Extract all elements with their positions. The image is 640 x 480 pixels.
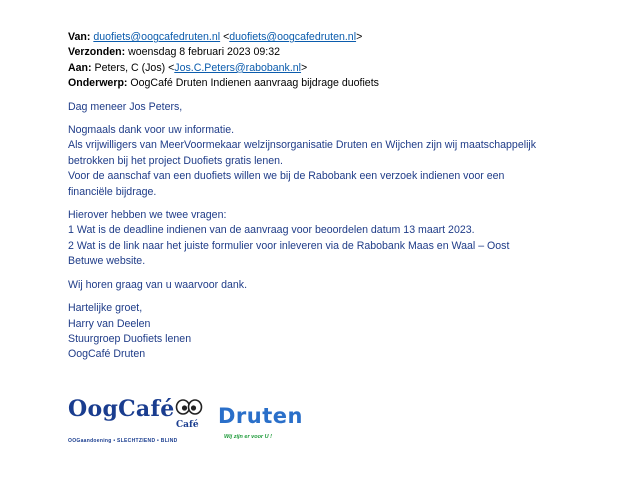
- to-label: Aan:: [68, 61, 92, 74]
- from-email-link[interactable]: duofiets@oogcafedruten.nl: [93, 31, 221, 43]
- subject-line: [68, 76, 628, 91]
- subject-label: Onderwerp:: [68, 77, 128, 90]
- paragraph-3: Wij horen graag van u waarvoor dank.: [68, 278, 248, 291]
- sent-value: woensdag 8 februari 2023 09:32: [128, 46, 281, 59]
- sent-line: [68, 45, 628, 60]
- logo-place: Druten: [218, 404, 303, 428]
- closing-line: Harry van Deelen: [68, 317, 151, 330]
- body-line: 1 Wat is de deadline indienen van de aanvraag voor beoordelen datum 13 maart 2023.: [68, 224, 475, 237]
- body-line: Als vrijwilligers van MeerVoormekaar welzijnsorganisatie Druten en Wijchen zijn wij maatschappelijk: [68, 139, 537, 152]
- logo-tagline: Wij zijn er voor U !: [224, 434, 272, 440]
- to-name: Peters, C (Jos): [94, 61, 166, 74]
- body-line: Nogmaals dank voor uw informatie.: [68, 124, 235, 137]
- paragraph-1: [68, 123, 628, 200]
- body-line: Voor de aanschaf van een duofiets willen we bij de Rabobank een verzoek indienen voor een: [68, 170, 505, 183]
- email-message: [68, 30, 628, 363]
- to-email-link[interactable]: Jos.C.Peters@rabobank.nl: [174, 61, 302, 74]
- body-line: Betuwe website.: [68, 255, 146, 268]
- oogcafe-druten-logo: [68, 396, 308, 448]
- sent-label: Verzonden:: [68, 46, 126, 59]
- logo-cafe-word: Café: [176, 420, 199, 430]
- body-line: Hierover hebben we twee vragen:: [68, 209, 227, 222]
- signature: [68, 301, 628, 363]
- closing-line: Stuurgroep Duofiets lenen: [68, 332, 192, 345]
- from-label: Van:: [68, 31, 91, 43]
- subject-value: OogCafé Druten Indienen aanvraag bijdrage duofiets: [130, 77, 379, 90]
- email-body: [68, 100, 628, 363]
- closing-line: OogCafé Druten: [68, 348, 146, 361]
- closing-line: Hartelijke groet,: [68, 302, 143, 315]
- body-line: 2 Wat is de link naar het juiste formulier voor inleveren via de Rabobank Maas en Waal – Oost: [68, 239, 510, 252]
- to-line: Aan: Peters, C (Jos) <Jos.C.Peters@rabobank.nl>: [68, 61, 308, 74]
- greeting: Dag meneer Jos Peters,: [68, 100, 183, 113]
- logo-title: OogCafé: [68, 396, 175, 422]
- body-line: betrokken bij het project Duofiets gratis lenen.: [68, 154, 283, 167]
- from-line: Van: duofiets@oogcafedruten.nl <duofiets@oogcafedruten.nl>: [68, 31, 363, 43]
- paragraph-2: [68, 208, 628, 270]
- body-line: financiële bijdrage.: [68, 185, 157, 198]
- logo-subtitle: OOGaandoening • SLECHTZIEND • BLIND: [68, 438, 178, 444]
- from-email-bracket-link[interactable]: duofiets@oogcafedruten.nl: [229, 31, 357, 43]
